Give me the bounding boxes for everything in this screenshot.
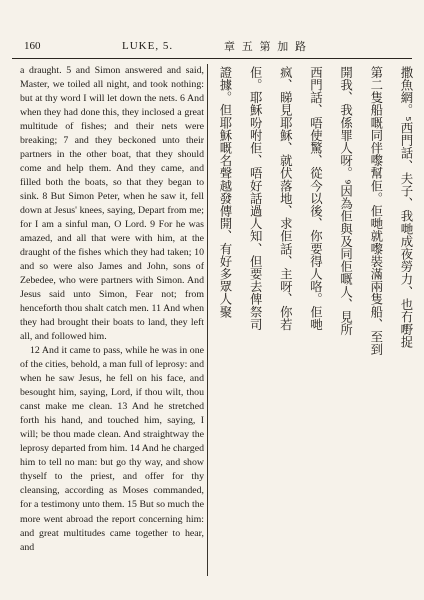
english-paragraph: 12 And it came to pass, while he was in one of the cities, behold, a man full of leprosy: and when he saw Jesus, he fell on his face, and besought him, saying, Lord, if thou wilt, thou canst make me clean. 13 And he stretched forth his hand, and touched him, saying, I will; be thou made clean. And straightway the leprosy departed from him. 14 And he charged him to tell no man: but go thy way, and show thyself to the priest, and offer for thy cleansing, according as Moses commanded, for a testimony unto them. 15 But so much the more went abroad the report concerning him: and great multitudes came together to hear, and	[20, 345, 204, 553]
chinese-column: 西門話、唔使驚、從今以後、你要得人咯。佢哋	[308, 66, 324, 331]
english-paragraph: a draught. 5 and Simon answered and said, Master, we toiled all night, and took nothing: but at thy word I will let down the nets. 6 And when they had done this, they inclosed a great multitude of fishes; and their nets were breaking; 7 and they beckoned unto their partners in the other boat, that they should come and help them. And they came, and filled both the boats, so that they began to sink. 8 But Simon Peter, when he saw it, fell down at Jesus' knees, saying, Depart from me; for I am a sinful man, O Lord. 9 For he was amazed, and all that were with him, at the draught of the fishes which they had taken; 10 and so were also James and John, sons of Zebedee, who were partners with Simon. And Jesus said unto Simon, Fear not; from henceforth thou shalt catch men. 11 And when they had brought their boats to land, they left all, and followed him.	[20, 65, 204, 343]
chapter-glyph: 路	[295, 41, 307, 53]
chapter-glyph: 章	[224, 41, 236, 53]
chapter-glyph: 第	[259, 41, 272, 53]
page-header	[12, 38, 412, 59]
chinese-column: 疯、睇見耶穌、就伏落地、求佢話、主呀、你若	[278, 66, 294, 331]
chinese-column: 證據。但耶穌嘅名聲越發傳開、有好多眾人聚	[218, 66, 233, 318]
chapter-glyph: 加	[277, 41, 290, 53]
chinese-column: 開我、我係罪人呀。⁹因為佢與及同佢嘅人、見所	[338, 66, 354, 336]
chinese-column: 撒魚網。⁵西門話、夫子、我哋成夜勞力、也冇嘢捉	[398, 66, 414, 349]
running-title: LUKE, 5.	[122, 40, 174, 52]
chinese-column: 佢。耶穌吩咐佢、唔好話過人知、但要去俾祭司	[248, 66, 264, 331]
column-divider	[207, 64, 208, 576]
english-text-column	[20, 64, 204, 584]
chapter-heading-chinese	[224, 38, 309, 54]
chinese-column: 第二隻船嘅同伴嚟幫佢。佢哋就嚟裝滿兩隻船、至到	[368, 66, 384, 356]
chinese-text-block	[217, 66, 414, 578]
page-number: 160	[24, 40, 41, 52]
chapter-glyph: 五	[241, 41, 254, 53]
